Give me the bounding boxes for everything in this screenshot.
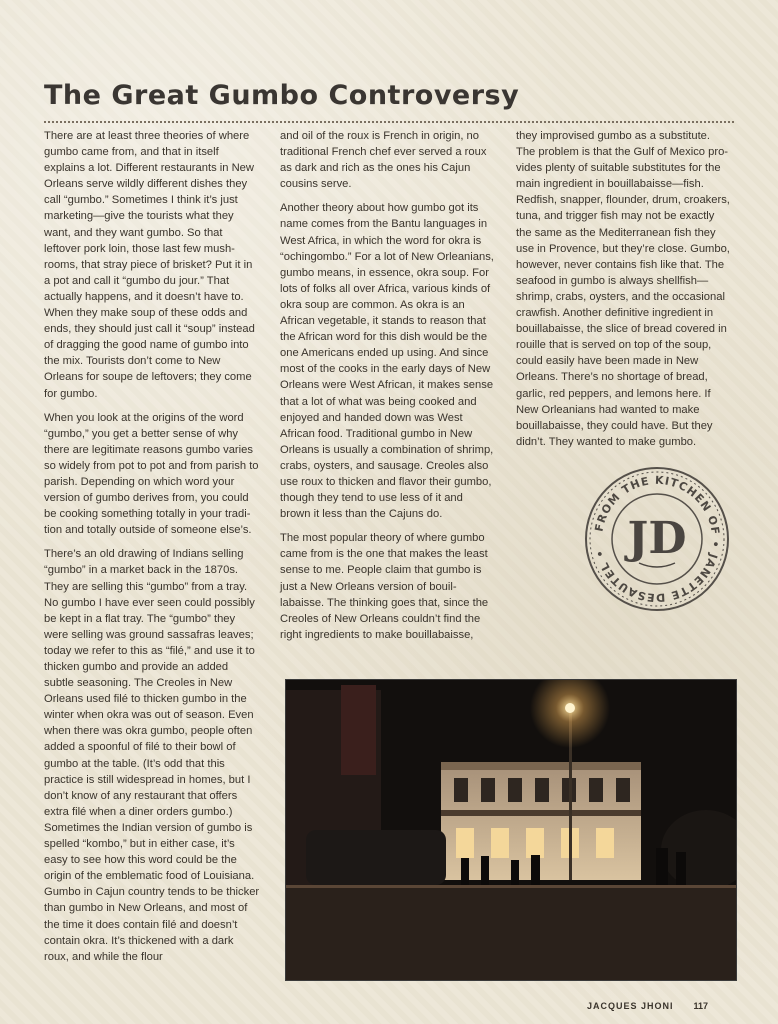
paragraph: they improvised gumbo as a substitute. The problem is that the Gulf of Mexico pro-vides plenty of suitable substitutes for the main ingredient in bouillabaisse—fish. Redfish, snapper, flounder, drum, croakers, tuna, and trigger fish may not be exactly the same as the Mediterranean fish they use in Provence, but they’re close. Gumbo, however, never contains fish like that. The seafood in gumbo is always shellfish—shrimp, crabs, oysters, and the occasional crawfish. Another definitive ingredient in bouillabaisse, the slice of bread covered in rouille that is served on top of the soup, could easily have been made in New Orleans. There’s no shortage of bread, garlic, red peppers, and lemons here. If New Orleanians had wanted to make bouillabaisse, they could have. But they didn’t. They wanted to make gumbo. [516,130,730,448]
stamp-ring-text: FROM THE KITCHEN OF • JANETTE DESAUTEL • [592,473,723,605]
paragraph: and oil of the roux is French in origin, no traditional French chef ever served a roux as dark and rich as the ones his Cajun cousins serve. [280,130,487,191]
text-column-1 [44,128,260,973]
text-column-3 [516,128,732,458]
footer-author: JACQUES JHONI [586,1001,674,1011]
kitchen-stamp-icon [583,465,731,613]
text-column-2 [280,128,496,651]
stamp-monogram: JD [627,513,687,564]
title-divider [44,121,734,123]
night-street-photo [285,679,737,981]
paragraph: There’s an old drawing of Indians selling “gumbo” in a market back in the 1870s. They are selling this “gumbo” from a tray. No gumbo I have ever seen could possibly be kept in a flat tray. The “gumbo” they were selling was ground sassafras leaves; today we refer to this as “filé,” and use it to thicken gumbo and provide an added subtle seasoning. The Creoles in New Orleans used filé to thicken gumbo in the winter when okra was out of season. Even when there was okra gumbo, people often added a spoonful of filé to their bowl of gumbo at the table. (It’s odd that this practice is still widespread in homes, but I don’t know of any restaurant that offers extra filé when a diner orders gumbo.) Sometimes the Indian version of gumbo is spelled “kombo,” but in either case, it’s easy to see how this word could be the origin of the emblematic food of Louisiana. Gumbo in Cajun country tends to be thicker than gumbo in New Orleans, and most of the time it does contain filé and doesn’t contain okra. It’s thickened with a dark roux, and while the flour [44,548,260,963]
page-footer [587,1001,708,1011]
page-number: 117 [693,1001,708,1011]
page-title: The Great Gumbo Controversy [44,80,520,111]
paragraph: When you look at the origins of the word “gumbo,” you get a better sense of why there are legitimate reasons gumbo varies so widely from pot to pot and from parish to parish. Depending on which word your version of gumbo derives from, you could be cooking something totally in your tradi-tion and totally outside of someone else’s. [44,411,259,537]
paragraph: Another theory about how gumbo got its name comes from the Bantu languages in West Africa, in which the word for okra is “ochingombo.” For a lot of New Orleanians, gumbo means, in essence, okra soup. For lots of folks all over Africa, various kinds of okra soup are common. As okra is an African vegetable, it stands to reason that the African word for this dish would be the one Americans ended up using. And since most of the cooks in the early days of New Orleans were West African, it makes sense that a lot of what was being cooked and enjoyed and handed down was West African food. Traditional gumbo in New Orleans is usually a combination of shrimp, crabs, oysters, and sausage. Creoles also use roux to thicken and flavor their gumbo, though they tend to use less of it and brown it less than the Cajuns do. [280,202,494,521]
paragraph: There are at least three theories of where gumbo came from, and that in itself explains a lot. Different restaurants in New Orleans serve wildly different dishes they call “gumbo.” Sometimes I think it’s just marketing—give the tourists what they want, and they want gumbo. So that leftover pork loin, those last few mush-rooms, that stray piece of brisket? Put it in a pot and call it “gumbo du jour.” That actually happens, and it doesn’t have to. When they make soup of these odds and ends, they should just call it “soup” instead of dragging the good name of gumbo into the mix. Tourists don’t come to New Orleans for soupe de leftovers; they come for gumbo. [44,130,255,400]
paragraph: The most popular theory of where gumbo came from is the one that makes the least sense to me. People claim that gumbo is just a New Orleans version of bouil-labaisse. The thinking goes that, since the Creoles of New Orleans couldn’t find the right ingredients to make bouillabaisse, [280,532,489,641]
stamp-graphic [583,465,731,613]
